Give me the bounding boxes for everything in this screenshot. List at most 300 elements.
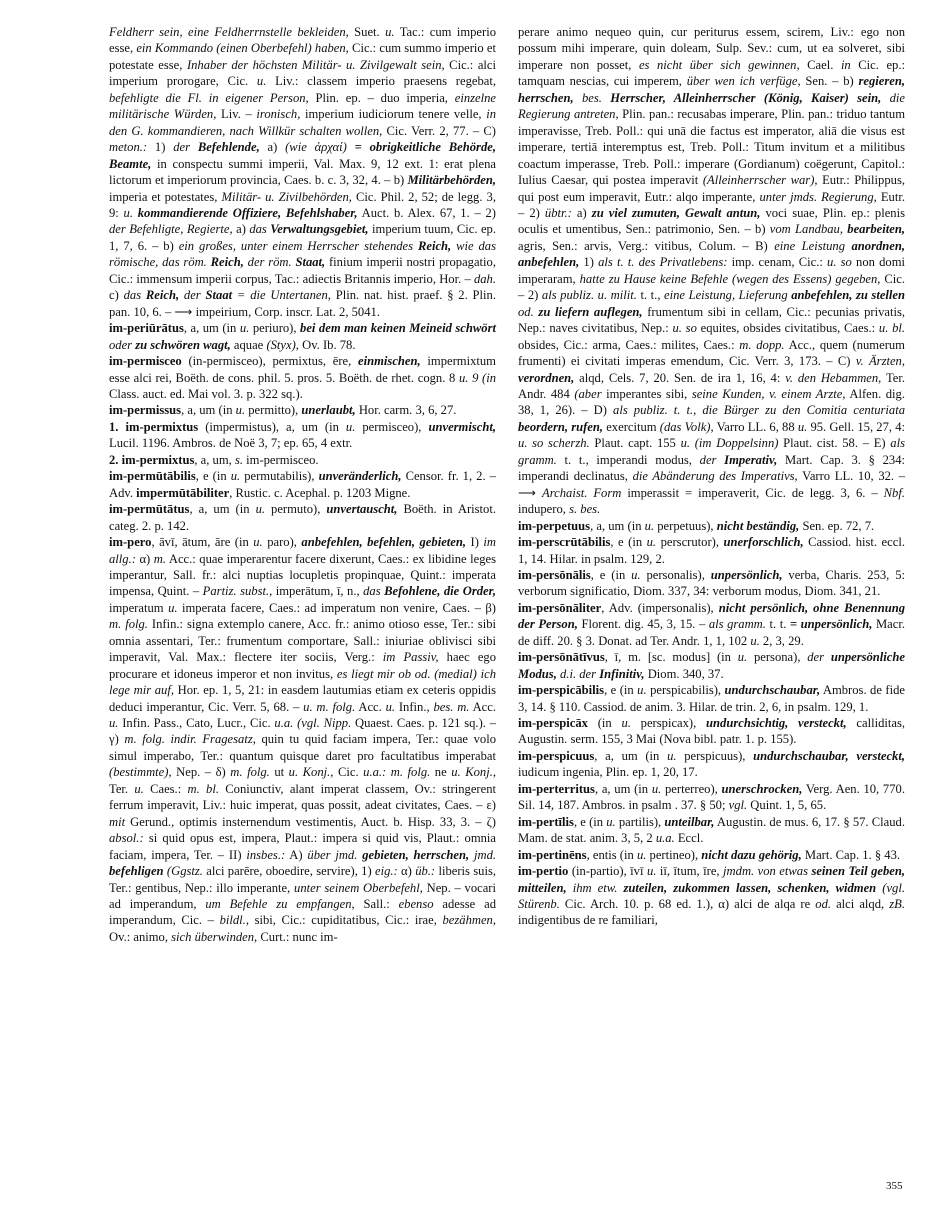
entry-text: equites, obsides civitatibus, Caes.: — [696, 321, 879, 336]
entry-text: es nicht über sich gewinnen, — [638, 57, 800, 72]
entry-text: der — [699, 452, 725, 467]
lemma: im-permūtātus — [109, 502, 190, 517]
dictionary-entry — [518, 534, 905, 567]
entry-text: Florent. dig. 45, 3, 15. – — [577, 617, 709, 632]
entry-text: u. — [253, 535, 263, 550]
lemma: im-pertīlis — [518, 814, 574, 829]
dictionary-entry — [518, 748, 905, 781]
entry-text: zu viel zumuten, Gewalt antun, — [591, 205, 761, 220]
entry-text: (vgl. Stürenb. — [518, 880, 905, 912]
entry-text: kommandierende Offiziere, Befehlshaber, — [137, 205, 358, 220]
entry-text: in conspectu summi imperii, Val. Max. 9, 12 ext. 1: erat plena lictorum et imperiorum provincia, Caes. b. c. 3, 32, 4. – b) — [109, 156, 496, 188]
entry-text: über wen ich verfüge, — [686, 74, 801, 89]
lemma: im-perpetuus — [518, 518, 591, 533]
entry-text: Infin. Pass., Cato, Lucr., Cic. — [118, 716, 275, 731]
entry-text: Acc. — [355, 699, 386, 714]
entry-text: Coniunctiv, alant imperat classem, Ov.: stringerent ferrum imperavit, Liv.: huic imperat, quas possit, adeat civitates, Caes. – ε) — [109, 781, 496, 813]
lemma: impermūtābiliter — [136, 485, 230, 500]
entry-text: Nep. – vocari ad imperandum, — [109, 880, 496, 912]
entry-text: = obrigkeitliche Behörde, Beamte, — [109, 140, 496, 171]
lemma: im-pertio — [518, 864, 569, 879]
entry-text: Ov.: animo, — [109, 929, 172, 944]
entry-text: u. — [651, 781, 662, 796]
entry-text: im Passiv, — [382, 650, 439, 665]
lemma: im-perspicāx — [518, 716, 588, 731]
entry-text: einmischen, — [358, 354, 421, 369]
entry-text: bei dem man keinen Meineid schwört — [300, 321, 496, 336]
entry-text: s. — [234, 452, 243, 467]
entry-text: Befohlene, die Order, — [384, 584, 496, 599]
entry-text: Liv. – — [216, 107, 257, 122]
entry-text: Gerund., optimis insternendum vestimentis, Auct. b. Hisp. 33, 3. – ζ) — [125, 814, 496, 829]
entry-text: , a, um (in — [594, 781, 652, 796]
entry-text: der Befehligte, Regierte, — [109, 222, 233, 237]
lemma: 2. im-permixtus — [109, 452, 195, 467]
entry-text: u. — [621, 716, 631, 731]
entry-text: (in-partio), īvī — [568, 864, 647, 879]
entry-text: , a, um (in — [183, 321, 240, 336]
entry-text: Boëth. in Aristot. categ. 2. p. 142. — [109, 502, 496, 533]
dictionary-entry — [109, 468, 496, 501]
entry-text: unter jmds. Regierung, — [759, 189, 877, 204]
entry-text: Mart. Cap. 1. § 43. — [801, 847, 901, 862]
entry-text: hatte zu Hause keine Befehle (wegen des Essens) gegeben, — [579, 271, 881, 286]
entry-text: periuro), — [249, 321, 301, 336]
entry-text: unter seinem Oberbefehl, — [294, 880, 423, 895]
entry-text: (Alleinherrscher war), — [702, 173, 818, 188]
lemma: 1. im-permixtus — [109, 419, 199, 434]
entry-text: Suet. — [348, 25, 386, 39]
entry-text: (Ggstz. — [163, 864, 203, 879]
entry-text: (in — [587, 716, 622, 731]
entry-text: Cic.: alci imperium prorogare, Cic. — [109, 57, 497, 89]
entry-text: haec ego procurare et idoneus imperor et non invitus, — [109, 650, 497, 681]
entry-text: regieren, herrschen, — [518, 74, 905, 105]
dictionary-entry — [518, 649, 905, 682]
entry-text: (impermistus), a, um (in — [198, 419, 346, 434]
entry-text: u. so scherzh. — [518, 436, 590, 451]
entry-text: Tac.: cum imperio esse, — [109, 25, 496, 56]
entry-text: , entis (in — [586, 847, 637, 862]
dictionary-entry — [518, 847, 905, 863]
entry-text: unvermischt, — [428, 419, 496, 434]
entry-text: einzelne militärische Würden, — [109, 90, 496, 122]
entry-text: permuto), — [265, 502, 327, 517]
entry-text: der röm. — [243, 255, 296, 270]
entry-text: Eutr. – 2) — [518, 189, 905, 220]
entry-text: permitto), — [245, 403, 302, 418]
entry-text: insbes.: — [246, 847, 286, 862]
entry-text: partilis), — [615, 814, 665, 829]
lemma: im-persōnāliter — [518, 600, 602, 615]
entry-text: alqd, Cels. 7, 20. Sen. de ira 1, 16, 4: — [574, 370, 786, 385]
entry-text: Ambros. de fide 3, 14. § 110. Cassiod. de anim. 3. Hilar. de trin. 2, 6, in psalm. 129, 1. — [518, 683, 905, 714]
entry-text: Partiz. subst., — [202, 584, 273, 599]
entry-text: vgl. — [728, 798, 748, 813]
entry-text: Infin., — [395, 699, 434, 714]
lemma: im-permūtābilis — [109, 469, 196, 484]
entry-text: zu schwören wagt, — [135, 337, 231, 352]
entry-text: Ov. Ib. 78. — [298, 337, 356, 352]
entry-text: im-permisceo. — [243, 452, 319, 467]
entry-text: unpersönlich, — [710, 567, 783, 582]
entry-text: bezähmen, — [442, 913, 496, 928]
entry-text: Quaest. Caes. p. 121 sq.). – γ) — [109, 716, 496, 747]
entry-text: m. dopp. — [739, 337, 785, 352]
entry-text: u. Konj., — [288, 765, 334, 780]
entry-text: eine Leistung — [774, 238, 852, 253]
entry-text: a) — [571, 205, 592, 220]
entry-text: Sen. – b) — [800, 74, 859, 89]
entry-text: , āvī, ātum, āre (in — [151, 535, 254, 550]
dictionary-entry — [518, 863, 905, 929]
entry-text: imp. cenam, Cic.: — [727, 255, 828, 270]
entry-text: unerforschlich, — [723, 535, 804, 550]
entry-text: ut — [269, 765, 289, 780]
entry-text: Varro LL. 6, 88 — [713, 419, 798, 434]
entry-text: (bestimmte), — [109, 765, 172, 780]
entry-text: iudicum ingenia, Plin. ep. 1, 20, 17. — [518, 765, 698, 780]
lemma: im-permisceo — [109, 354, 182, 369]
entry-text: , Rustic. c. Acephal. p. 1203 Migne. — [229, 485, 411, 500]
entry-text: perpetuus), — [654, 518, 717, 533]
entry-text: vom Landbau, — [769, 222, 848, 237]
entry-text: Infin.: signa extemplo canere, Acc. fr.: animo otioso esse, Ter.: sibi omnia assentari, Ter.: frumentum comportare, Sall.: iniuriae oblivisci sibi imperavit, Val. Max.: flectere iter sociis, Verg.: — [109, 617, 497, 665]
entry-text: , e (in — [590, 567, 632, 582]
lemma: im-periūrātus — [109, 321, 184, 336]
entry-text: c) — [109, 288, 124, 303]
entry-text: Cic. Phil. 2, 52; de legg. 3, 9: — [109, 189, 496, 220]
entry-text: mit — [109, 814, 126, 829]
entry-text: Militär- u. Zivilbehörden, — [221, 189, 352, 204]
entry-text: (das Volk), — [659, 419, 714, 434]
entry-text: ihm etw. — [566, 880, 624, 895]
entry-text: unpersönliche Modus, — [518, 650, 905, 681]
entry-text: Cic. – 2) — [518, 271, 905, 303]
entry-text: u. — [385, 25, 395, 39]
entry-text: nicht persönlich, ohne Benennung der Person, — [518, 600, 905, 632]
entry-text: u. — [644, 518, 655, 533]
entry-text: perscrutor), — [656, 535, 724, 550]
entry-text: undurchsichtig, versteckt, — [706, 716, 847, 731]
entry-text: ne — [430, 765, 452, 780]
entry-text: unerlaubt, — [301, 403, 356, 418]
entry-text: absol.: — [109, 831, 144, 846]
entry-text: u. — [256, 74, 267, 89]
entry-text: über jmd. — [307, 847, 363, 862]
entry-text: Archaist. Form — [542, 485, 622, 500]
entry-text: a) — [259, 140, 286, 155]
entry-text: nicht beständig, — [716, 518, 800, 533]
entry-text: bes. — [573, 90, 611, 105]
entry-text: 1) — [147, 140, 174, 155]
entry-text: (in-permisceo), permixtus, ēre, — [181, 354, 359, 369]
entry-text: Hor. ep. 1, 5, 21: in easdem lautumias etiam ex ceteris oppidis deduci imperantur, Cic. Verr. 5, 68. – — [109, 683, 496, 714]
entry-text: , a, um, — [194, 452, 235, 467]
entry-text: zu liefern auflegen, — [538, 304, 643, 319]
entry-text: Cic.: cum summo imperio et potestate esse, — [109, 41, 497, 72]
entry-text: imperata facere, Caes.: ad imperatum non venire, Caes. – β) — [177, 600, 496, 615]
entry-text: anordnen, anbefehlen, — [518, 238, 906, 270]
dictionary-entry — [518, 814, 905, 847]
entry-text: meton.: — [109, 140, 148, 155]
entry-text: perspicax), — [630, 716, 707, 731]
entry-text: u. — [345, 419, 356, 434]
entry-text: imperia et potestates, — [109, 189, 222, 204]
entry-text: u. 9 (in — [458, 370, 497, 385]
lemma: im-permissus — [109, 403, 182, 418]
entry-text: adesse ad imperandum, Cic. – — [109, 897, 496, 928]
entry-text: u. — [631, 567, 641, 582]
entry-text: u. — [255, 502, 266, 517]
entry-text: ironisch, — [256, 107, 301, 122]
right-column — [518, 24, 905, 929]
entry-text: perspicuus), — [676, 748, 754, 763]
entry-text: jmd. — [469, 847, 497, 862]
entry-text: Reich, — [210, 255, 244, 270]
entry-text: u. — [235, 403, 246, 418]
dictionary-entry — [518, 24, 905, 518]
entry-text: u. — [123, 205, 133, 220]
entry-text: zuteilen, zukommen lassen, schenken, widmen — [623, 880, 877, 895]
dictionary-entry — [109, 534, 496, 945]
lemma: im-pertinēns — [518, 847, 587, 862]
dictionary-entry — [109, 452, 496, 468]
entry-text: (wie ἀρχαί) — [285, 140, 347, 155]
lemma: im-perscrūtābilis — [518, 535, 611, 550]
entry-text: u. (im Doppelsinn) — [680, 436, 779, 451]
entry-text: imperium iudiciorum tenere velle, — [300, 107, 487, 122]
entry-text: der — [179, 288, 206, 303]
dictionary-entry — [109, 419, 496, 452]
entry-text: u. Konj., — [451, 765, 496, 780]
entry-text: Cic. — [333, 765, 364, 780]
entry-text: impermixtum esse alci rei, Boëth. de cons. phil. 5. pros. 5. Boëth. de rhet. cogn. 8 — [109, 354, 496, 385]
entry-text: t. t., imperandi modus, — [556, 452, 700, 467]
entry-text: v. Ärzten, — [855, 354, 906, 369]
entry-text: als t. t. des Privatlebens: — [598, 255, 728, 270]
dictionary-entry — [518, 682, 905, 715]
entry-text: u. — [385, 699, 396, 714]
entry-text: Diom. 340, 37. — [644, 666, 724, 681]
entry-text: , a, um (in — [189, 502, 256, 517]
entry-text: α) — [135, 551, 154, 566]
entry-text: 2, 3, 29. — [759, 633, 804, 648]
entry-text: Nep. – δ) — [171, 765, 231, 780]
entry-text: Eccl. — [674, 831, 704, 846]
entry-text: u.a.: m. folg. — [363, 765, 431, 780]
entry-text: Cassiod. hist. eccl. 1, 14. Hilar. in psalm. 129, 2. — [518, 535, 905, 566]
entry-text: Mart. Cap. 3. § 234: imperandi declinatus, — [518, 452, 905, 484]
entry-text: Plaut. cist. 58. – E) — [778, 436, 891, 451]
entry-text: imperantes sibi, — [601, 386, 692, 401]
entry-text: Verg. Aen. 10, 770. Sil. 14, 187. Ambros. in psalm . 37. § 50; — [518, 781, 905, 813]
lemma: im-persōnālis — [518, 567, 591, 582]
entry-text: unteilbar, — [664, 814, 715, 829]
entry-text: die Abänderung des Imperativs, — [632, 469, 798, 484]
entry-text: oder — [109, 337, 136, 352]
entry-text: t. t. — [765, 617, 790, 632]
entry-text: , Adv. (impersonalis), — [601, 600, 719, 615]
left-column — [109, 24, 496, 945]
entry-text: (Styx), — [266, 337, 299, 352]
entry-text: Reich, — [145, 288, 180, 303]
entry-text: u. — [239, 321, 250, 336]
entry-text: Alfen. dig. 38, 1, 26). – D) — [518, 386, 905, 418]
entry-text: gebieten, herrschen, — [362, 847, 470, 862]
dictionary-entry — [518, 567, 905, 600]
entry-text: Cic. Verr. 2, 77. – C) — [382, 123, 496, 138]
entry-text: perterreo), — [661, 781, 722, 796]
dictionary-entry — [109, 24, 496, 320]
entry-text: quin tu quid faciam impera, Ter.: quae volo simul imperabo, Ter.: quantum quisque daret pro facultatibus imperabat — [109, 732, 496, 763]
entry-text: paro), — [262, 535, 302, 550]
entry-text: nicht dazu gehörig, — [701, 847, 802, 862]
entry-text: Infinitiv, — [599, 666, 645, 681]
entry-text: , a, um (in — [594, 748, 668, 763]
entry-text: perspicabilis), — [646, 683, 725, 698]
entry-text: Staat, — [295, 255, 326, 270]
entry-text — [347, 140, 355, 154]
entry-text: iī, ītum, īre, — [656, 864, 724, 879]
entry-text: Plaut. capt. 155 — [589, 436, 681, 451]
entry-text: unvertauscht, — [326, 502, 398, 517]
entry-text: Plin. nat. hist. praef. § 2. Plin. pan. 10, 6. – ⟶ impeirium, Corp. inscr. Lat. 2, 5041. — [109, 288, 496, 319]
entry-text: Reich, — [417, 238, 452, 253]
entry-text: imperium tuum, Cic. ep. 1, 7, 6. – b) — [109, 222, 496, 253]
entry-text: pertineo), — [646, 847, 702, 862]
entry-text: übtr.: — [544, 205, 572, 220]
entry-text: u. — [750, 633, 760, 648]
entry-text: u. — [646, 535, 657, 550]
entry-text: Cic. Arch. 10. p. 68 ed. 1.), α) alci de alqa re — [559, 897, 816, 912]
dictionary-entry — [518, 600, 905, 649]
dictionary-entry — [109, 501, 496, 534]
entry-text: als publiz. u. milit. — [541, 288, 637, 303]
entry-text: undurchschaubar, versteckt, — [753, 748, 905, 763]
entry-text: um Befehle zu empfangen, — [205, 897, 355, 912]
entry-text: befehligte die Fl. in eigener Person, — [109, 90, 309, 105]
entry-text: , a, um (in — [590, 518, 645, 533]
entry-text: Acc.: quae imperarentur facere dixerunt, Caes.: ex libidine leges imperantur, Sall. fr.: alci nuptias locupletis propinquae, Quint.: imperata impensa, Quint. – — [109, 551, 496, 599]
entry-text: in — [840, 57, 851, 72]
entry-text: eig.: — [375, 864, 398, 879]
entry-text: indupero, — [518, 502, 570, 517]
entry-text: Liv.: classem imperio praesens regebat, — [266, 74, 496, 89]
entry-text: sibi, Cic.: cupiditatibus, Cic.: irae, — [248, 913, 443, 928]
entry-text: Nbf. — [883, 485, 905, 500]
entry-text: u. — [606, 814, 616, 829]
entry-text: d.i. der — [556, 666, 600, 681]
entry-text: , ī, m. [sc. modus] (in — [604, 650, 738, 665]
dictionary-entry — [109, 353, 496, 402]
entry-text: v. den Hebammen, — [785, 370, 882, 385]
dictionary-entry — [518, 715, 905, 748]
entry-text: s. bes. — [569, 502, 601, 517]
entry-text: , a, um (in — [181, 403, 236, 418]
entry-text: Herrscher, Alleinherrscher (König, Kaiser) sein, — [610, 90, 882, 105]
entry-text: u. — [667, 748, 677, 763]
entry-text: die Regierung antreten, — [518, 90, 906, 122]
entry-text: das — [123, 288, 146, 303]
entry-text: in den G. kommandieren, nach Willkür schalten wollen, — [109, 107, 496, 138]
entry-text: , e (in — [610, 535, 647, 550]
entry-text: Feldherr sein, eine Feldherrnstelle bekleiden, — [109, 25, 349, 39]
entry-text: , e (in — [604, 683, 638, 698]
entry-text: Ter. — [109, 781, 135, 796]
dictionary-entry — [109, 320, 496, 353]
entry-text: u.a. (vgl. Nipp. — [274, 716, 352, 731]
entry-text: u. — [797, 419, 808, 434]
entry-text: als publiz. t. t., die Bürger zu den Comitia centuriata — [613, 403, 905, 418]
page-number: 355 — [886, 1180, 903, 1192]
entry-text: u. m. folg. — [303, 699, 356, 714]
entry-text: permisceo), — [355, 419, 429, 434]
entry-text: Caes.: — [143, 781, 188, 796]
entry-text: ein Kommando (einen Oberbefehl) haben, — [136, 41, 349, 56]
entry-text: üb.: — [415, 864, 436, 879]
entry-text: , e (in — [573, 814, 607, 829]
entry-text: finium imperii nostri propagatio, Cic.: immensum imperii corpus, Tac.: adiectis Britannis imperio, Hor. – — [109, 255, 496, 286]
entry-text: Verwaltungsgebiet, — [270, 222, 369, 237]
entry-text: permutabilis), — [240, 469, 319, 484]
entry-text: Hor. carm. 3, 6, 27. — [355, 403, 457, 418]
entry-text: (aber — [574, 386, 602, 401]
entry-text: Lucil. 1196. Ambros. de Noë 3, 7; ep. 65, 4 extr. — [109, 436, 353, 451]
entry-text: bes. m. — [433, 699, 470, 714]
entry-text: Augustin. de mus. 6, 17. § 57. Claud. Mam. de stat. anim. 3, 5, 2 — [518, 814, 905, 846]
entry-text: perare animo nequeo quin, cur periturus essem, scirem, Liv.: ego non possum mihi imperare, quin doleam, Sulp. Sev.: cum, ut ea solveret, sibi imperare non posset, — [518, 25, 905, 72]
entry-text: u. — [637, 683, 647, 698]
entry-text: A) — [285, 847, 308, 862]
entry-text: m. bl. — [187, 781, 219, 796]
entry-text: alci parēre, oboedire, servire), 1) — [202, 864, 375, 879]
entry-text: zB. — [889, 897, 905, 912]
entry-text: imperatum — [109, 600, 169, 615]
entry-text: Quint. 1, 5, 65. — [747, 798, 827, 813]
entry-text: anbefehlen, befehlen, gebieten, — [301, 535, 467, 550]
entry-text: personalis), — [640, 567, 711, 582]
entry-text: bildl., — [219, 913, 249, 928]
entry-text: indigentibus de re familiari, — [518, 913, 658, 928]
entry-text: verordnen, — [518, 370, 575, 385]
entry-text: u. bl. — [878, 321, 906, 336]
entry-text: seinen Teil geben, mitteilen, — [518, 864, 905, 895]
entry-text: m. folg. — [109, 617, 148, 632]
entry-text: Inhaber der höchsten Militär- u. Zivilgewalt sein, — [186, 57, 445, 72]
entry-text: wie das römische, das röm. — [109, 238, 497, 270]
entry-text: aquae — [230, 337, 267, 352]
entry-text: Staat — [205, 288, 233, 303]
entry-text: u. — [109, 716, 119, 731]
entry-text: t. t., — [636, 288, 665, 303]
entry-text: als gramm. — [708, 617, 766, 632]
entry-text: als gramm. — [518, 436, 905, 467]
entry-text: verba, Charis. 253, 5: verborum significatio, Diom. 337, 34: verborum modus, Diom. 341, 21. — [518, 567, 906, 599]
dictionary-entry — [518, 518, 905, 534]
entry-text: u. — [134, 781, 144, 796]
entry-text: Militärbehörden, — [407, 173, 496, 188]
entry-text: das — [363, 584, 385, 599]
entry-text: Sall.: — [354, 897, 399, 912]
entry-text: α) — [397, 864, 416, 879]
entry-text: eine Leistung, Lieferung — [664, 288, 792, 303]
entry-text: m. folg. indir. Fragesatz, — [124, 732, 256, 747]
entry-text: voci suae, Plin. ep.: plenis oculis et umentibus, Sen.: patrimonio, Sen. – b) — [518, 205, 906, 237]
entry-text: imperassit = imperaverit, Cic. de legg. 3, 6. – — [621, 485, 884, 500]
entry-text: dah. — [473, 271, 496, 286]
entry-text: agris, Sen.: arvis, Verg.: vitibus, Colum. – B) — [518, 238, 775, 253]
